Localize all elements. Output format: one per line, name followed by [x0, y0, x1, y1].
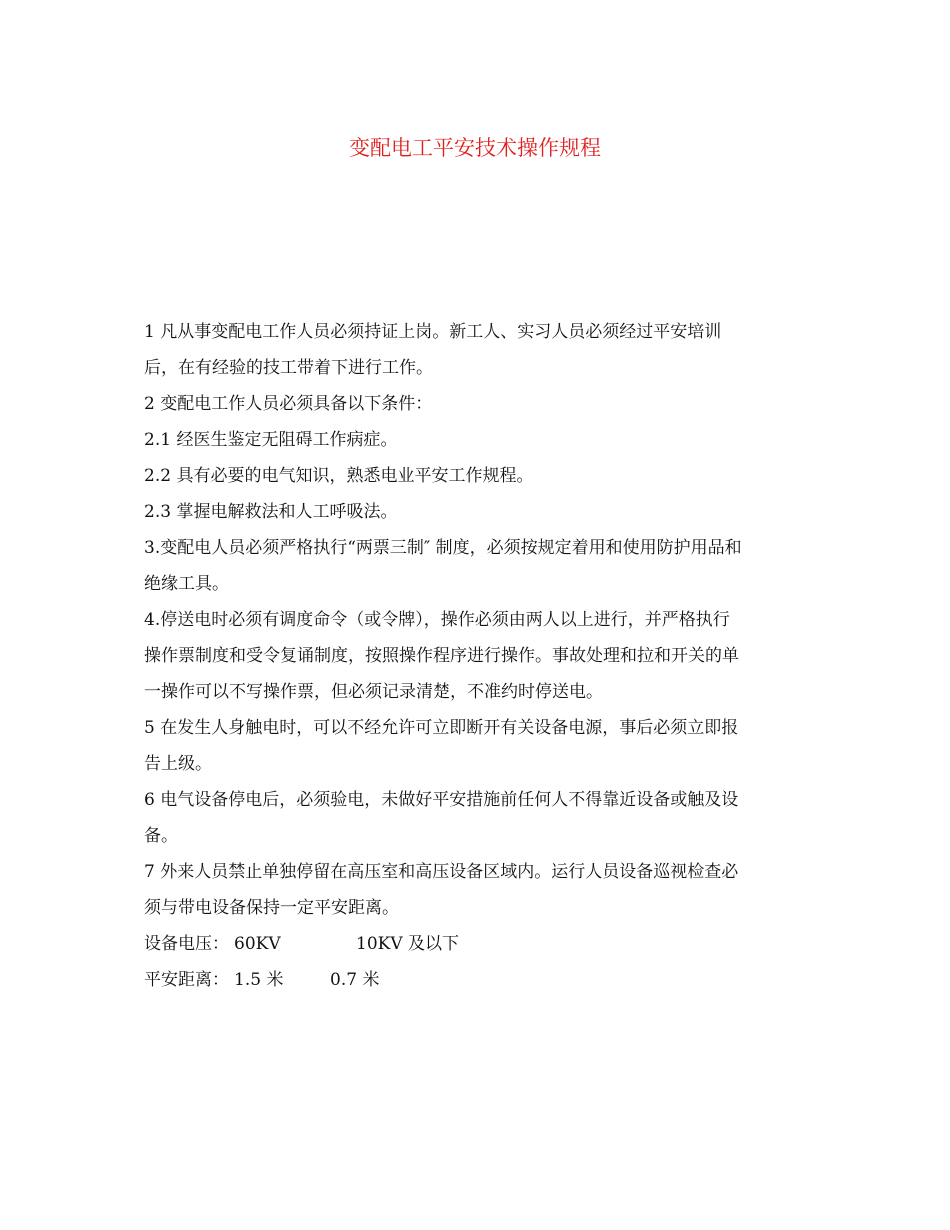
body-line: 2.3 掌握电解救法和人工呼吸法。	[144, 502, 398, 522]
body-line: 一操作可以不写操作票，但必须记录清楚，不准约时停送电。	[144, 682, 603, 702]
body-line: 4.停送电时必须有调度命令（或令牌），操作必须由两人以上进行，并严格执行	[144, 610, 730, 630]
distance-label: 平安距离：	[144, 970, 229, 990]
document-body	[144, 314, 809, 998]
document-title: 变配电工平安技术操作规程	[349, 136, 601, 160]
body-line: 2.1 经医生鉴定无阻碍工作病症。	[144, 430, 398, 450]
body-line: 2 变配电工作人员必须具备以下条件：	[144, 394, 433, 414]
voltage-value-1: 60KV	[234, 934, 281, 954]
body-line: 5 在发生人身触电时，可以不经允许可立即断开有关设备电源，事后必须立即报	[144, 718, 739, 738]
body-line: 绝缘工具。	[144, 574, 229, 594]
safety-distance-table	[144, 926, 809, 998]
body-line: 操作票制度和受令复诵制度，按照操作程序进行操作。事故处理和拉和开关的单	[144, 646, 739, 666]
distance-value-1: 1.5 米	[234, 970, 284, 990]
body-line: 后，在有经验的技工带着下进行工作。	[144, 358, 433, 378]
body-line: 3.变配电人员必须严格执行“两票三制″ 制度，必须按规定着用和使用防护用品和	[144, 538, 742, 558]
voltage-label: 设备电压：	[144, 934, 229, 954]
distance-value-2: 0.7 米	[330, 970, 380, 990]
voltage-value-2: 10KV 及以下	[356, 934, 460, 954]
body-line: 告上级。	[144, 754, 212, 774]
voltage-row	[144, 926, 809, 962]
body-line: 2.2 具有必要的电气知识，熟悉电业平安工作规程。	[144, 466, 534, 486]
body-line: 6 电气设备停电后，必须验电，未做好平安措施前任何人不得靠近设备或触及设	[144, 790, 739, 810]
body-line: 须与带电设备保持一定平安距离。	[144, 898, 399, 918]
distance-row	[144, 962, 809, 998]
body-line: 1 凡从事变配电工作人员必须持证上岗。新工人、实习人员必须经过平安培训	[144, 322, 722, 342]
body-line: 备。	[144, 826, 178, 846]
body-line: 7 外来人员禁止单独停留在高压室和高压设备区域内。运行人员设备巡视检查必	[144, 862, 739, 882]
